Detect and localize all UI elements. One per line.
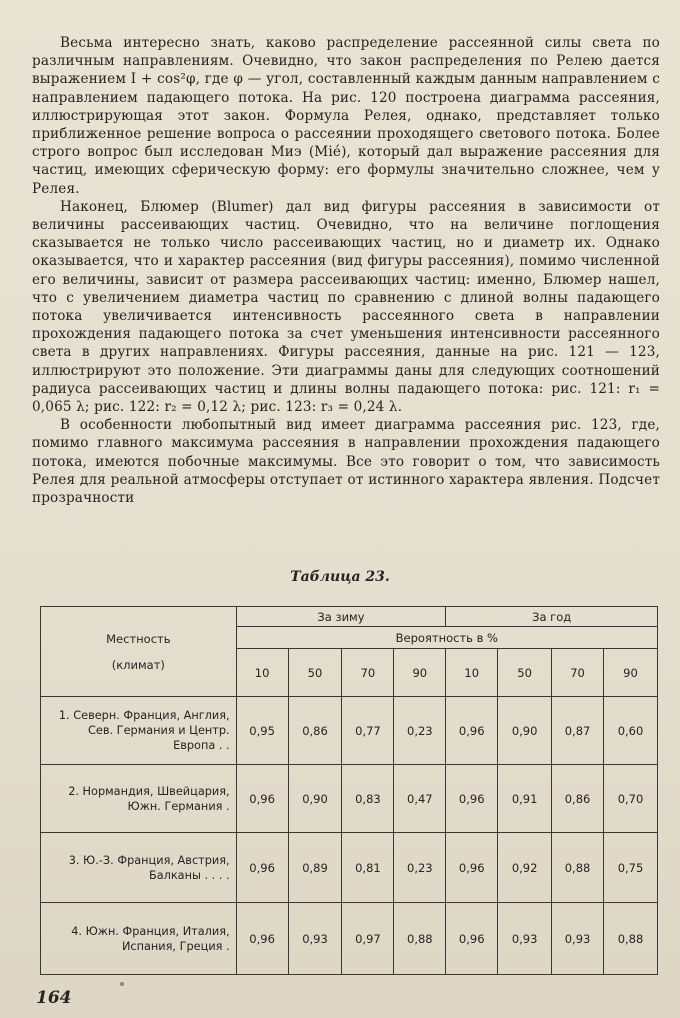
location-cell: 3. Ю.-З. Франция, Австрия, Балканы . . . . — [41, 833, 237, 903]
percent-column-header: 70 — [552, 649, 604, 697]
percent-column-header: 10 — [446, 649, 498, 697]
locality-header: Местность — [106, 631, 171, 646]
percent-column-header: 50 — [498, 649, 552, 697]
paragraph-blumer: Наконец, Блюмер (Blumer) дал вид фигуры рассеяния в зависимости от величины рассеивающих частиц. Очевидно, что на величине поглощения сказывается не только число рассеивающих частиц, но и диаметр их. Однако оказывается, что и характер рассеяния (вид фигуры рассеяния), помимо численной его величины, зависит от размера рассеивающих частиц: именно, Блюмер нашел, что с увеличением диаметра частиц по сравнению с длиной волны падающего потока увеличивается интенсивность рассеянного света в направлении прохождения падающего потока за счет уменьшения интенсивности рассеянного света в других направлениях. Фигуры рассеяния, данные на рис. 121 — 123, иллюстрируют это положение. Эти диаграммы даны для следующих соотношений радиуса рассеивающих частиц и длины волны падающего потока: рис. 121: r₁ = 0,065 λ; рис. 122: r₂ = 0,12 λ; рис. 123: r₃ = 0,24 λ. — [32, 198, 660, 416]
climate-header: (климат) — [111, 657, 165, 672]
value-cell: 0,93 — [498, 903, 552, 975]
value-cell: 0,90 — [498, 697, 552, 765]
paragraph-side-maxima: В особенности любопытный вид имеет диаграмма рассеяния рис. 123, где, помимо главного максимума рассеяния в направлении прохождения падающего потока, имеются побочные максимумы. Все это говорит о том, что зависимость Релея для реальной атмосферы отступает от истинного характера явления. Подсчет прозрачности — [32, 417, 660, 507]
winter-header: За зиму — [236, 607, 446, 627]
value-cell: 0,86 — [552, 765, 604, 833]
paragraph-rayleigh: Весьма интересно знать, каково распределение рассеянной силы света по различным направлениям. Очевидно, что закон распределения по Релею дается выражением I + cos²φ, где φ — угол, составленный каждым данным направлением с направлением падающего потока. На рис. 120 построена диаграмма рассеяния, иллюстрирующая этот закон. Формула Релея, однако, представляет только приближенное решение вопроса о рассеянии проходящего светового потока. Более строго вопрос был исследован Миэ (Mié), который дал выражение рассеяния для частиц, имеющих сферическую форму: его формулы значительно сложнее, чем у Релея. — [32, 35, 660, 197]
value-cell: 0,95 — [236, 697, 288, 765]
probability-header: Вероятность в % — [236, 627, 657, 649]
table-row — [41, 697, 658, 765]
value-cell: 0,70 — [603, 765, 657, 833]
value-cell: 0,23 — [394, 697, 446, 765]
percent-column-header: 50 — [288, 649, 342, 697]
value-cell: 0,90 — [288, 765, 342, 833]
percent-column-header: 70 — [342, 649, 394, 697]
value-cell: 0,96 — [446, 697, 498, 765]
body-text — [32, 34, 660, 507]
table-row — [41, 903, 658, 975]
value-cell: 0,93 — [288, 903, 342, 975]
value-cell: 0,60 — [603, 697, 657, 765]
locality-header-cell — [41, 607, 237, 697]
location-cell: 4. Южн. Франция, Италия, Испания, Греция . — [41, 903, 237, 975]
location-cell: 2. Нормандия, Швейцария, Южн. Германия . — [41, 765, 237, 833]
percent-column-header: 90 — [603, 649, 657, 697]
value-cell: 0,88 — [394, 903, 446, 975]
ink-speck — [120, 982, 124, 986]
value-cell: 0,47 — [394, 765, 446, 833]
value-cell: 0,97 — [342, 903, 394, 975]
value-cell: 0,86 — [288, 697, 342, 765]
value-cell: 0,92 — [498, 833, 552, 903]
year-header: За год — [446, 607, 658, 627]
table-caption: Таблица 23. — [290, 569, 390, 585]
value-cell: 0,75 — [603, 833, 657, 903]
value-cell: 0,96 — [446, 903, 498, 975]
value-cell: 0,96 — [446, 833, 498, 903]
value-cell: 0,96 — [446, 765, 498, 833]
percent-column-header: 90 — [394, 649, 446, 697]
table-row — [41, 833, 658, 903]
value-cell: 0,23 — [394, 833, 446, 903]
value-cell: 0,77 — [342, 697, 394, 765]
value-cell: 0,81 — [342, 833, 394, 903]
value-cell: 0,96 — [236, 833, 288, 903]
table-row — [41, 765, 658, 833]
value-cell: 0,91 — [498, 765, 552, 833]
value-cell: 0,96 — [236, 903, 288, 975]
value-cell: 0,87 — [552, 697, 604, 765]
value-cell: 0,93 — [552, 903, 604, 975]
value-cell: 0,88 — [603, 903, 657, 975]
page-number: 164 — [36, 988, 72, 1008]
value-cell: 0,83 — [342, 765, 394, 833]
transparency-table — [40, 606, 658, 975]
location-cell: 1. Северн. Франция, Англия, Сев. Германия и Центр. Европа . . — [41, 697, 237, 765]
value-cell: 0,89 — [288, 833, 342, 903]
value-cell: 0,96 — [236, 765, 288, 833]
value-cell: 0,88 — [552, 833, 604, 903]
percent-column-header: 10 — [236, 649, 288, 697]
